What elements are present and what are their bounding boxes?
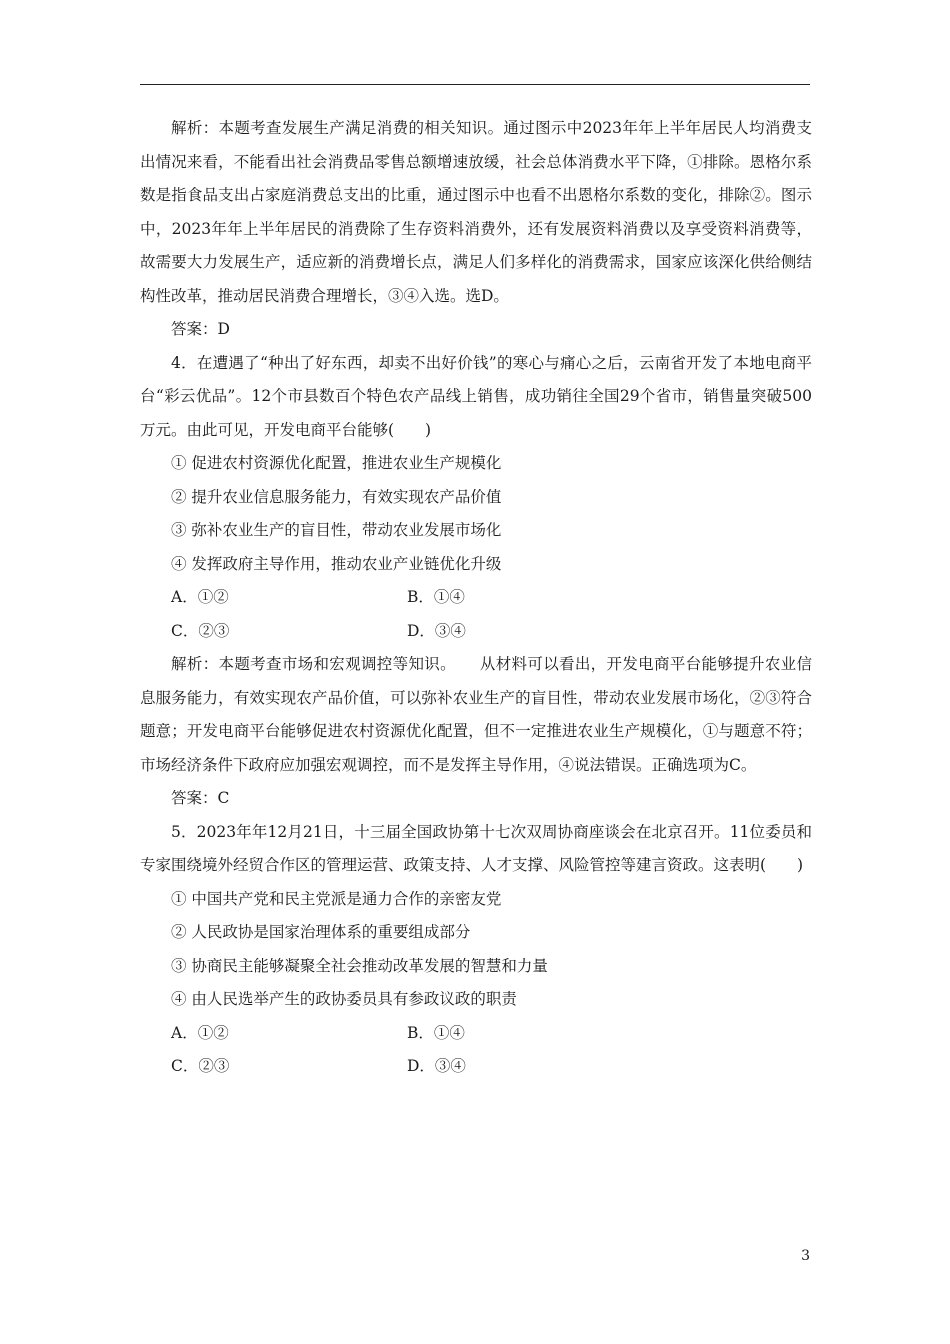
q5-choice-d: D．③④ — [407, 1057, 466, 1075]
analysis-q3: 解析：本题考查发展生产满足消费的相关知识。通过图示中2023年年上半年居民人均消费支出情况来看，不能看出社会消费品零售总额增速放缓，社会总体消费水平下降，①排除。恩格尔系数是指食品支出占家庭消费总支出的比重，通过图示中也看不出恩格尔系数的变化，排除②。图示中，2023年年上半年居民的消费除了生存资料消费外，还有发展资料消费以及享受资料消费等，故需要大力发展生产，适应新的消费增长点，满足人们多样化的消费需求，国家应该深化供给侧结构性改革，推动居民消费合理增长，③④入选。选D。 — [140, 119, 812, 305]
answer-q3: 答案：D — [171, 320, 230, 338]
q4-choices-row-1 — [140, 581, 812, 615]
document-body — [140, 112, 812, 1084]
q4-choice-b: B．①④ — [407, 588, 465, 606]
q4-choice-c: C．②③ — [171, 621, 230, 640]
answer-q4: 答案：C — [171, 789, 230, 807]
q4-choices-row-2 — [140, 615, 812, 649]
q5-choices-row-2 — [140, 1050, 812, 1084]
q5-option-2: ② 人民政协是国家治理体系的重要组成部分 — [171, 923, 471, 941]
question-4-stem: 4．在遭遇了“种出了好东西，却卖不出好价钱”的寒心与痛心之后，云南省开发了本地电商平台“彩云优品”。12个市县数百个特色农产品线上销售，成功销往全国29个省市，销售量突破500万元。由此可见，开发电商平台能够( ) — [140, 353, 812, 439]
q5-option-4: ④ 由人民选举产生的政协委员具有参政议政的职责 — [171, 990, 517, 1008]
q5-choices-row-1 — [140, 1017, 812, 1051]
q4-option-2: ② 提升农业信息服务能力，有效实现农产品价值 — [171, 487, 502, 506]
q4-option-4: ④ 发挥政府主导作用，推动农业产业链优化升级 — [171, 554, 502, 573]
question-5-stem: 5．2023年年12月21日，十三届全国政协第十七次双周协商座谈会在北京召开。11位委员和专家围绕境外经贸合作区的管理运营、政策支持、人才支撑、风险管控等建言资政。这表明( ) — [140, 822, 812, 874]
q4-option-3: ③ 弥补农业生产的盲目性，带动农业发展市场化 — [171, 521, 502, 539]
q4-choice-a: A．①② — [171, 588, 229, 606]
q4-choice-d: D．③④ — [407, 621, 466, 640]
q5-choice-c: C．②③ — [171, 1057, 230, 1075]
q5-choice-b: B．①④ — [407, 1023, 465, 1042]
header-rule — [140, 84, 810, 85]
q5-choice-a: A．①② — [171, 1023, 229, 1042]
page-number: 3 — [801, 1248, 810, 1264]
analysis-q4: 解析：本题考查市场和宏观调控等知识。 从材料可以看出，开发电商平台能够提升农业信息服务能力，有效实现农产品价值，可以弥补农业生产的盲目性，带动农业发展市场化，②③符合题意；开发电商平台能够促进农村资源优化配置，但不一定推进农业生产规模化，①与题意不符；市场经济条件下政府应加强宏观调控，而不是发挥主导作用，④说法错误。正确选项为C。 — [140, 655, 812, 774]
q5-option-3: ③ 协商民主能够凝聚全社会推动改革发展的智慧和力量 — [171, 956, 548, 975]
q5-option-1: ① 中国共产党和民主党派是通力合作的亲密友党 — [171, 889, 502, 908]
q4-option-1: ① 促进农村资源优化配置，推进农业生产规模化 — [171, 454, 502, 472]
